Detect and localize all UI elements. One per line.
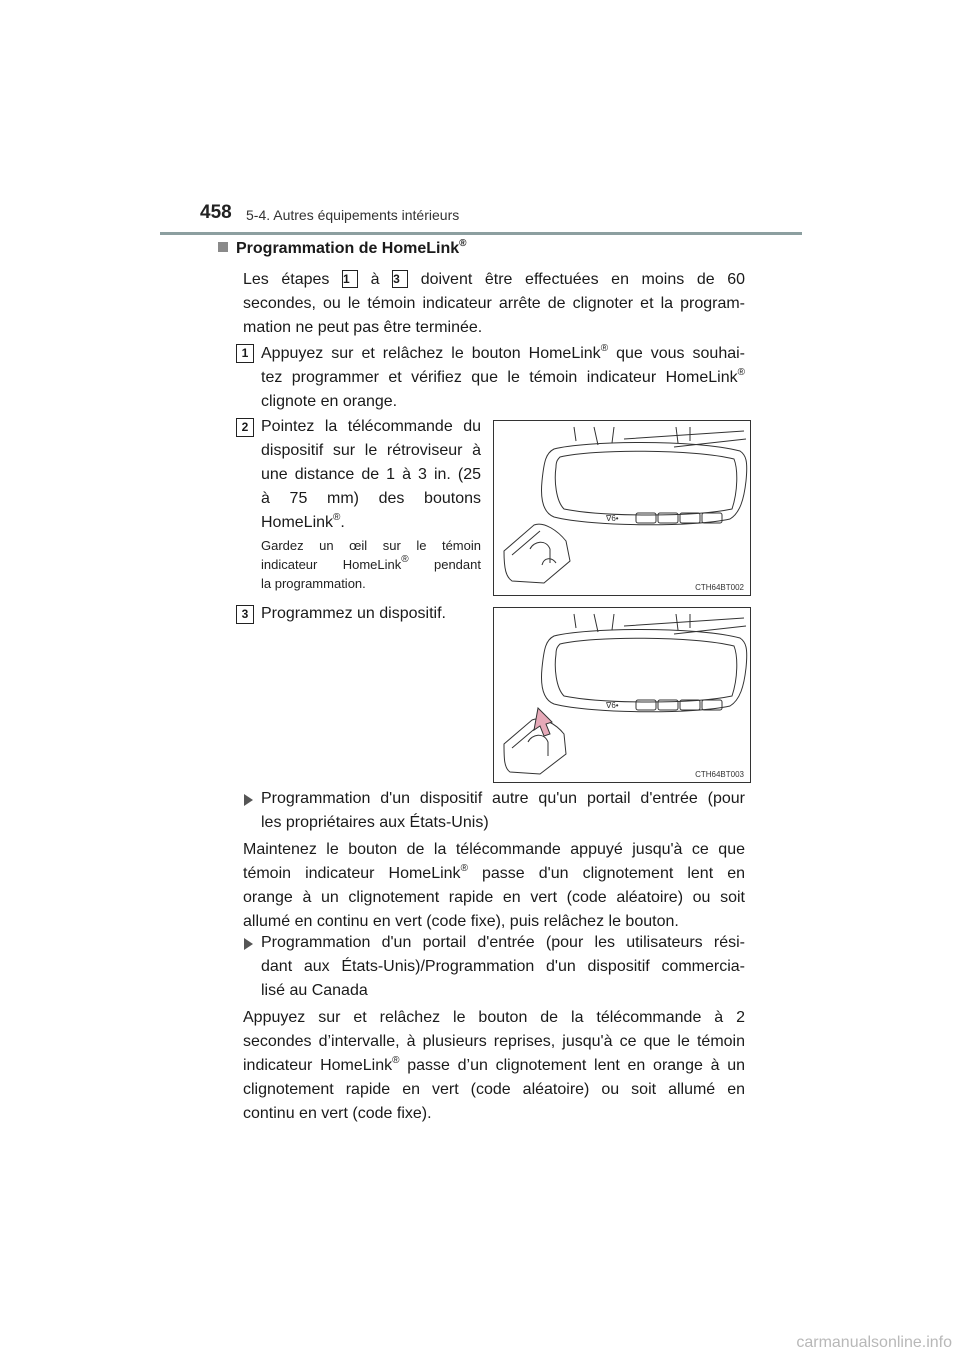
figure-mirror-remote xyxy=(493,420,751,596)
step-3-number: 3 xyxy=(236,605,254,624)
paragraph-2: Appuyez sur et relâchez le bouton de la télécommande à 2 secondes d’intervalle, à plusieurs reprises, jusqu'à ce que le témoin indicateur HomeLink® passe d’un clignotement lent en orange à un clignotement rapide en vert (code aléatoire) ou soit allumé en continu en vert (code fixe). xyxy=(243,1009,745,1122)
mirror-remote-press-illustration xyxy=(494,608,750,782)
page-number: 458 xyxy=(200,202,232,223)
step-2-number: 2 xyxy=(236,418,254,437)
step-ref-1: 1 xyxy=(342,270,358,288)
intro-line-1: Les étapes 1 à 3 doivent être effectuées en moins de 60 xyxy=(243,271,745,288)
step-1-number: 1 xyxy=(236,344,254,363)
header-rule xyxy=(160,232,802,235)
step-2-text: Pointez la télécommande du dispositif sur le rétroviseur à une distance de 1 à 3 in. (25 à 75 mm) des boutons HomeLink®. xyxy=(261,418,481,531)
svg-text:∇6•: ∇6• xyxy=(606,514,619,523)
figure-code: CTH64BT003 xyxy=(695,770,744,779)
bullet-1-icon xyxy=(244,794,253,812)
intro-paragraph: Les étapes 1 à 3 doivent être effectuées en moins de 60 secondes, ou le témoin indicateur arrête de clignoter et la program- mation ne peut pas être terminée. xyxy=(243,268,745,340)
step-ref-3: 3 xyxy=(392,270,408,288)
section-heading: Programmation de HomeLink® xyxy=(218,240,467,258)
watermark: carmanualsonline.info xyxy=(796,1334,952,1351)
svg-text:∇6•: ∇6• xyxy=(606,701,619,710)
section-title: 5-4. Autres équipements intérieurs xyxy=(246,207,460,223)
press-arrow-icon xyxy=(534,708,552,736)
bullet-2-icon xyxy=(244,938,253,956)
figure-code: CTH64BT002 xyxy=(695,583,744,592)
heading-square-icon xyxy=(218,242,228,252)
step-3-text: Programmez un dispositif. xyxy=(261,605,446,622)
paragraph-1: Maintenez le bouton de la télécommande appuyé jusqu'à ce que témoin indicateur HomeLink® passe d'un clignotement lent en orange à un clignotement rapide en vert (code aléatoire) ou soit allumé en continu en vert (code fixe), puis relâchez le bouton. xyxy=(243,841,745,930)
bullet-2-text: Programmation d'un portail d'entrée (pour les utilisateurs rési- dant aux États-Unis)/Programmation d'un dispositif commercia- lisé au Canada xyxy=(261,934,745,999)
figure-mirror-remote-press xyxy=(493,607,751,783)
step-1-text: Appuyez sur et relâchez le bouton HomeLink® que vous souhai- tez programmer et vérifiez que le témoin indicateur HomeLink® clignote en orange. xyxy=(261,343,746,410)
mirror-remote-illustration xyxy=(494,421,750,595)
step-2-note: Gardez un œil sur le témoin indicateur HomeLink® pendant la programmation. xyxy=(261,538,481,591)
bullet-1-text: Programmation d'un dispositif autre qu'un portail d'entrée (pour les propriétaires aux États-Unis) xyxy=(261,790,745,831)
